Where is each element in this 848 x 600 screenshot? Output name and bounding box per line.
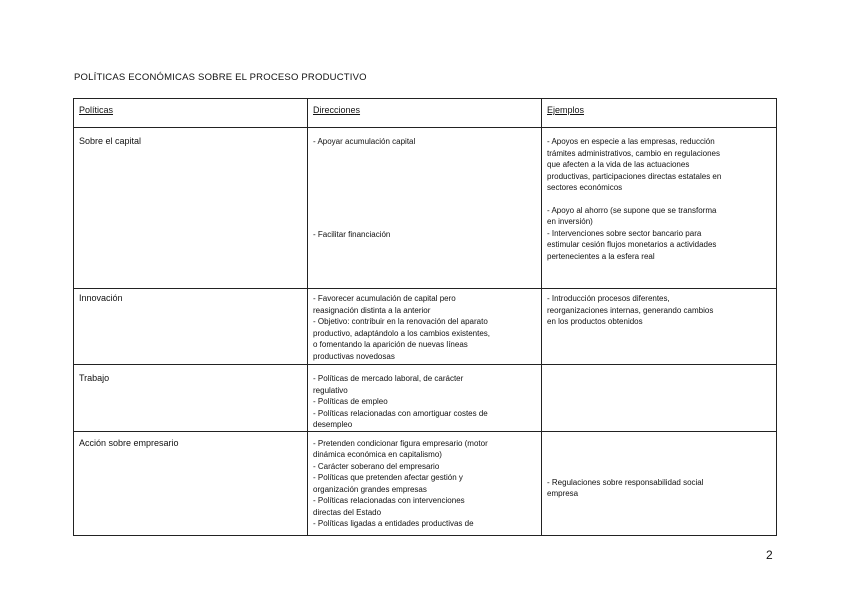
ejemplo-line: - Regulaciones sobre responsabilidad social	[547, 477, 704, 487]
ejemplo-line: - Intervenciones sobre sector bancario para	[547, 228, 702, 238]
ejemplo-line: empresa	[547, 489, 579, 498]
ejemplo-line: productivas, participaciones directas estatales en	[547, 171, 722, 181]
row-label: Sobre el capital	[79, 136, 142, 146]
row-label: Trabajo	[79, 373, 110, 383]
direccion-line: - Pretenden condicionar figura empresario (motor	[313, 438, 488, 448]
table-row	[74, 365, 777, 432]
header-direcciones-label: Direcciones	[313, 105, 361, 115]
direccion-line: - Políticas relacionadas con intervenciones	[313, 496, 465, 505]
table-header-row	[74, 99, 777, 128]
table-row	[74, 128, 777, 289]
row-politica-trabajo	[74, 365, 308, 432]
row-ejemplos-innovacion	[542, 289, 777, 365]
direccion-line: productivas novedosas	[313, 351, 395, 361]
ejemplo-line: sectores económicos	[547, 183, 623, 192]
ejemplo-line: reorganizaciones internas, generando cambios	[547, 305, 714, 315]
ejemplo-line: pertenecientes a la esfera real	[547, 251, 655, 261]
ejemplo-line: en los productos obtenidos	[547, 317, 643, 326]
row-ejemplos-capital	[542, 128, 777, 289]
row-direcciones-trabajo	[308, 365, 542, 432]
direccion-line: o fomentando la aparición de nuevas líneas	[313, 340, 468, 349]
ejemplo-line: - Apoyos en especie a las empresas, reducción	[547, 137, 715, 146]
direccion-line: - Políticas de empleo	[313, 397, 388, 406]
direccion-line: - Objetivo: contribuir en la renovación del aparato	[313, 317, 488, 326]
header-politicas-label: Políticas	[79, 105, 114, 115]
direccion-line: - Facilitar financiación	[313, 229, 391, 239]
ejemplo-line: trámites administrativos, cambio en regulaciones	[547, 148, 720, 158]
header-politicas	[74, 99, 308, 128]
row-direcciones-innovacion	[308, 289, 542, 365]
ejemplo-line: en inversión)	[547, 217, 593, 226]
direccion-line: - Políticas ligadas a entidades productivas de	[313, 519, 474, 528]
ejemplo-line: - Apoyo al ahorro (se supone que se transforma	[547, 205, 717, 215]
direccion-line: - Políticas que pretenden afectar gestión y	[313, 473, 463, 482]
table-row	[74, 289, 777, 365]
row-ejemplos-empresario	[542, 431, 777, 535]
ejemplo-line: estimular cesión flujos monetarios a actividades	[547, 240, 717, 249]
ejemplo-line: - Introducción procesos diferentes,	[547, 294, 670, 303]
row-label: Acción sobre empresario	[79, 437, 179, 448]
row-politica-innovacion	[74, 289, 308, 365]
direccion-line: - Políticas relacionadas con amortiguar costes de	[313, 408, 488, 418]
direccion-line: - Políticas de mercado laboral, de carácter	[313, 374, 464, 383]
row-ejemplos-trabajo	[542, 365, 777, 432]
header-ejemplos	[542, 99, 777, 128]
row-politica-capital	[74, 128, 308, 289]
page-number: 2	[766, 548, 773, 562]
direccion-line: directas del Estado	[313, 507, 382, 517]
table-row	[74, 431, 777, 535]
row-direcciones-capital	[308, 128, 542, 289]
direccion-line: - Apoyar acumulación capital	[313, 137, 416, 146]
ejemplo-line: que afecten a la vida de las actuaciones	[547, 160, 690, 169]
row-politica-empresario	[74, 431, 308, 535]
page-heading: POLÍTICAS ECONÓMICAS SOBRE EL PROCESO PRODUCTIVO	[74, 72, 367, 83]
policies-table	[73, 98, 777, 536]
direccion-line: reasignación distinta a la anterior	[313, 305, 431, 315]
direccion-line: dinámica económica en capitalismo)	[313, 450, 442, 459]
row-direcciones-empresario	[308, 431, 542, 535]
direccion-line: - Carácter soberano del empresario	[313, 461, 440, 471]
direccion-line: regulativo	[313, 385, 348, 395]
header-ejemplos-label: Ejemplos	[547, 105, 585, 115]
direccion-line: desempleo	[313, 420, 353, 429]
direccion-line: organización grandes empresas	[313, 484, 427, 494]
direccion-line: - Favorecer acumulación de capital pero	[313, 294, 456, 303]
header-direcciones	[308, 99, 542, 128]
direccion-line: productivo, adaptándolo a los cambios existentes,	[313, 328, 490, 338]
row-label: Innovación	[79, 293, 123, 303]
